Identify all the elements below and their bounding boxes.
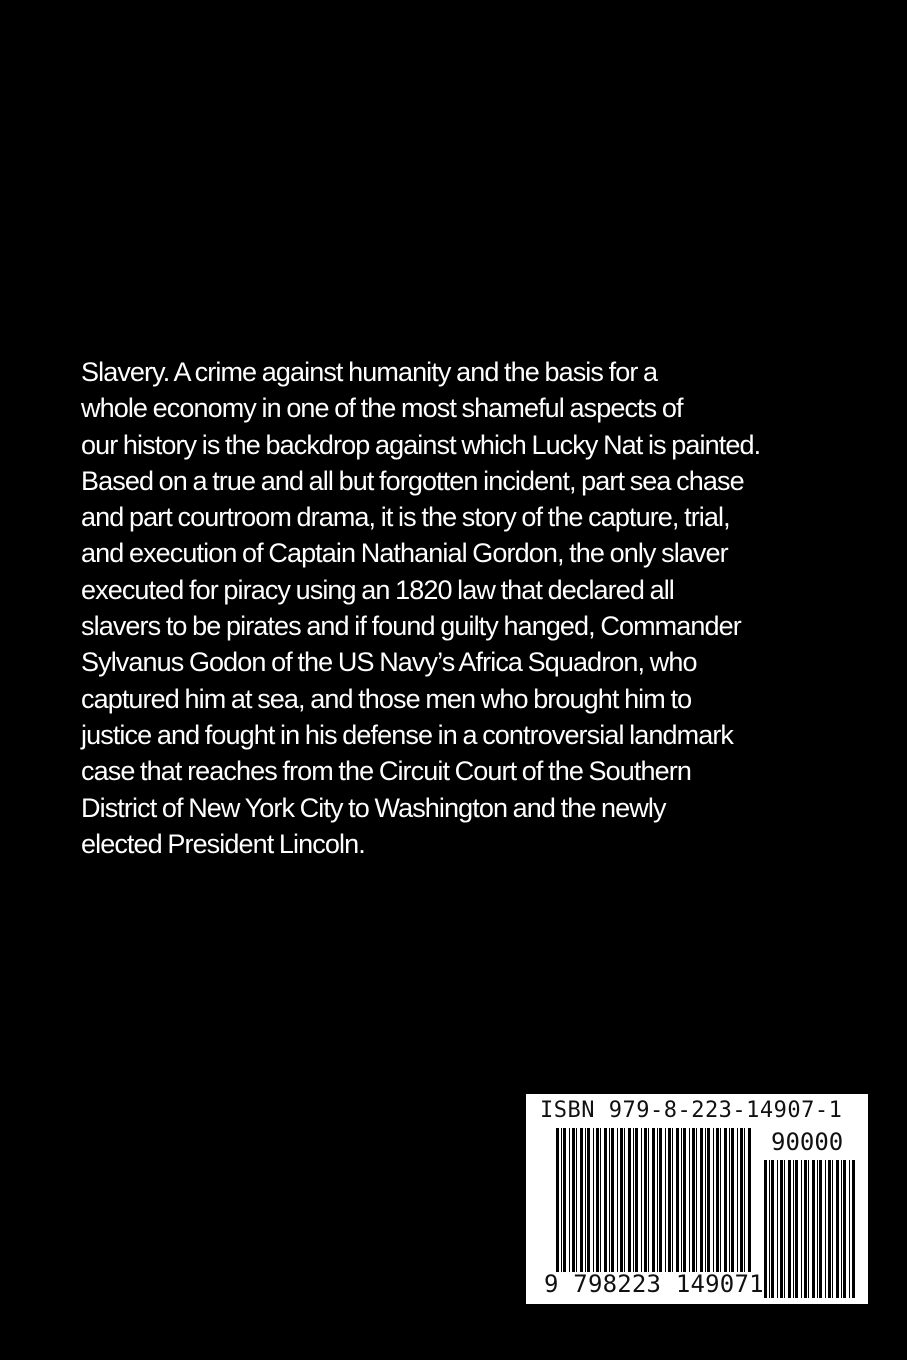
barcode-bar [720, 1128, 721, 1272]
barcode-bar [659, 1128, 662, 1272]
blurb-line: slavers to be pirates and if found guilty hanged, Commander [81, 611, 741, 642]
barcode-bar [788, 1160, 791, 1298]
barcode-bar [817, 1160, 818, 1298]
barcode-bar [620, 1128, 623, 1272]
blurb-line: executed for piracy using an 1820 law that declared all [81, 574, 674, 605]
barcode-bar [580, 1128, 583, 1272]
barcode-bar [569, 1128, 570, 1272]
barcode-bar [825, 1160, 826, 1298]
barcode-bar [808, 1160, 809, 1298]
barcode-bar [561, 1128, 562, 1272]
barcode-bar [793, 1160, 794, 1298]
barcode-bar [628, 1128, 631, 1272]
barcode-bar [705, 1128, 706, 1272]
barcode-bar [676, 1128, 679, 1272]
barcode-bar [617, 1128, 618, 1272]
barcode-bar [657, 1128, 658, 1272]
barcode-bar [744, 1128, 745, 1272]
blurb-line: and execution of Captain Nathanial Gordon, the only slaver [81, 538, 728, 569]
ean-digits: 9 798223 149071 [544, 1270, 764, 1298]
barcode-bar [585, 1128, 586, 1272]
barcode-bar [784, 1160, 785, 1298]
blurb-line: elected President Lincoln. [81, 828, 365, 859]
barcode-bar [648, 1128, 649, 1272]
barcode-bar [828, 1160, 831, 1298]
barcode-bar [780, 1160, 783, 1298]
barcode-bar [777, 1160, 778, 1298]
blurb-line: District of New York City to Washington and the newly [81, 792, 666, 823]
blurb-line: Based on a true and all but forgotten incident, part sea chase [81, 465, 744, 496]
barcode-bar [801, 1160, 802, 1298]
barcode-bar [635, 1128, 638, 1272]
blurb-line: justice and fought in his defense in a controversial landmark [81, 719, 734, 750]
barcode-bar [713, 1128, 714, 1272]
barcode-bar [600, 1128, 601, 1272]
barcode-bar [576, 1128, 577, 1272]
barcode-bar [665, 1128, 666, 1272]
blurb-line: Slavery. A crime against humanity and the basis for a [81, 357, 658, 387]
barcode-bar [819, 1160, 822, 1298]
barcode-bar [556, 1128, 559, 1272]
back-cover-blurb [81, 354, 841, 862]
barcode-bar [795, 1160, 798, 1298]
barcode-bar [731, 1128, 734, 1272]
isbn-label: ISBN 979-8-223-14907-1 [540, 1098, 843, 1123]
blurb-line: Sylvanus Godon of the US Navy’s Africa Squadron, who [81, 647, 697, 678]
barcode-bar [836, 1160, 839, 1298]
barcode-bar [716, 1128, 719, 1272]
price-code: 90000 [771, 1128, 844, 1156]
barcode-bar [812, 1160, 815, 1298]
barcode-bar [668, 1128, 671, 1272]
barcode-bar [707, 1128, 710, 1272]
barcode-bar [644, 1128, 647, 1272]
barcode-bar [587, 1128, 590, 1272]
blurb-line: our history is the backdrop against which Lucky Nat is painted. [81, 429, 761, 460]
barcode-bar [604, 1128, 607, 1272]
barcode-bar [689, 1128, 690, 1272]
barcode-bar [740, 1128, 743, 1272]
barcode-bar [611, 1128, 614, 1272]
barcode-bar [748, 1128, 751, 1272]
barcode-bar [724, 1128, 727, 1272]
barcode-bar [681, 1128, 682, 1272]
barcode-bar [737, 1128, 738, 1272]
blurb-line: and part courtroom drama, it is the story of the capture, trial, [81, 502, 730, 533]
barcode-bar [563, 1128, 566, 1272]
barcode-bar [593, 1128, 594, 1272]
barcode-bar [764, 1160, 767, 1298]
barcode-bar [771, 1160, 774, 1298]
barcode-bar [672, 1128, 673, 1272]
barcode-bar [849, 1160, 850, 1298]
barcode-bar [700, 1128, 703, 1272]
barcode-bar [624, 1128, 625, 1272]
barcode-bar [609, 1128, 610, 1272]
barcode-bar [804, 1160, 807, 1298]
barcode-bar [633, 1128, 634, 1272]
blurb-line: whole economy in one of the most shameful aspects of [81, 393, 683, 424]
barcode-bar [769, 1160, 770, 1298]
isbn-barcode-box [526, 1094, 868, 1304]
barcode-bar [832, 1160, 833, 1298]
barcode-bar [641, 1128, 642, 1272]
barcode-bar [843, 1160, 846, 1298]
barcode-bar [696, 1128, 697, 1272]
barcode-bar [652, 1128, 655, 1272]
barcode-bar [729, 1128, 730, 1272]
barcode-bar [596, 1128, 599, 1272]
barcode-bar [852, 1160, 855, 1298]
blurb-line: captured him at sea, and those men who brought him to [81, 683, 692, 714]
blurb-line: case that reaches from the Circuit Court of the Southern [81, 756, 691, 787]
barcode-bar [683, 1128, 686, 1272]
barcode-bar [692, 1128, 695, 1272]
barcode-bar [841, 1160, 842, 1298]
barcode-bar [572, 1128, 575, 1272]
